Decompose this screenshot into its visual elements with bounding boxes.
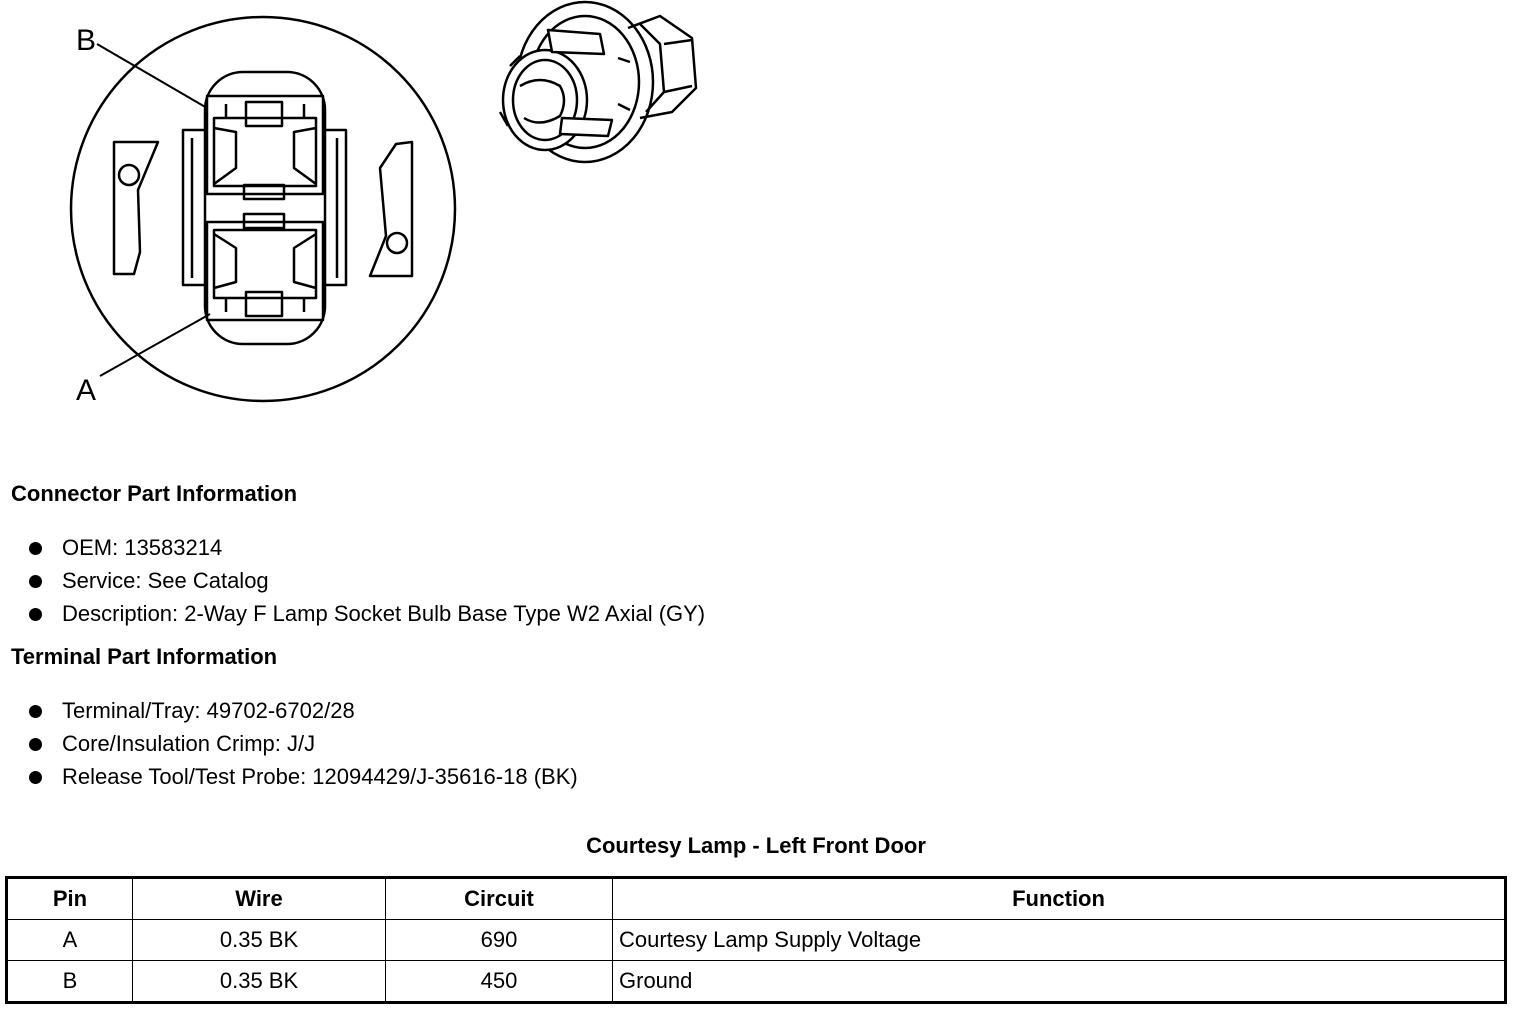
cavity-b <box>207 96 323 199</box>
cell-circuit: 450 <box>386 961 613 1003</box>
cell-wire: 0.35 BK <box>133 920 386 961</box>
column-header-pin: Pin <box>7 878 133 920</box>
connector-diagram <box>0 0 760 420</box>
list-item <box>27 566 705 599</box>
terminal-info-title: Terminal Part Information <box>11 644 278 669</box>
table-row <box>7 961 1506 1003</box>
cell-circuit: 690 <box>386 920 613 961</box>
bullet-icon <box>29 771 42 784</box>
connector-info-title: Connector Part Information <box>11 481 298 506</box>
pin-b-label: B <box>76 24 97 57</box>
bullet-icon <box>29 705 42 718</box>
column-header-circuit: Circuit <box>386 878 613 920</box>
column-header-function: Function <box>613 878 1506 920</box>
table-header-row <box>7 878 1506 920</box>
list-item <box>27 599 705 632</box>
list-item <box>27 696 578 729</box>
list-item-text: Description: 2-Way F Lamp Socket Bulb Base Type W2 Axial (GY) <box>62 601 706 626</box>
list-item-text: Terminal/Tray: 49702-6702/28 <box>62 698 355 723</box>
cell-function: Courtesy Lamp Supply Voltage <box>613 920 1506 961</box>
list-item <box>27 762 578 795</box>
connector-info-list <box>27 533 705 632</box>
pin-a-label: A <box>76 374 97 407</box>
cell-pin: B <box>7 961 133 1003</box>
table-row <box>7 920 1506 961</box>
left-locking-tab <box>114 142 158 274</box>
list-item <box>27 729 578 762</box>
list-item-text: Core/Insulation Crimp: J/J <box>62 731 316 756</box>
pinout-table <box>5 876 1507 1004</box>
right-locking-tab <box>370 142 412 276</box>
cell-pin: A <box>7 920 133 961</box>
bullet-icon <box>29 608 42 621</box>
lamp-socket-illustration <box>500 2 696 162</box>
terminal-housing <box>205 72 325 344</box>
list-item-text: OEM: 13583214 <box>62 535 223 560</box>
terminal-info-list <box>27 696 578 795</box>
list-item-text: Service: See Catalog <box>62 568 269 593</box>
table-title: Courtesy Lamp - Left Front Door <box>586 833 926 858</box>
bullet-icon <box>29 575 42 588</box>
cell-wire: 0.35 BK <box>133 961 386 1003</box>
list-item <box>27 533 705 566</box>
bullet-icon <box>29 738 42 751</box>
cell-function: Ground <box>613 961 1506 1003</box>
cavity-a <box>207 214 323 320</box>
column-header-wire: Wire <box>133 878 386 920</box>
list-item-text: Release Tool/Test Probe: 12094429/J-35616-18 (BK) <box>62 764 578 789</box>
bullet-icon <box>29 542 42 555</box>
